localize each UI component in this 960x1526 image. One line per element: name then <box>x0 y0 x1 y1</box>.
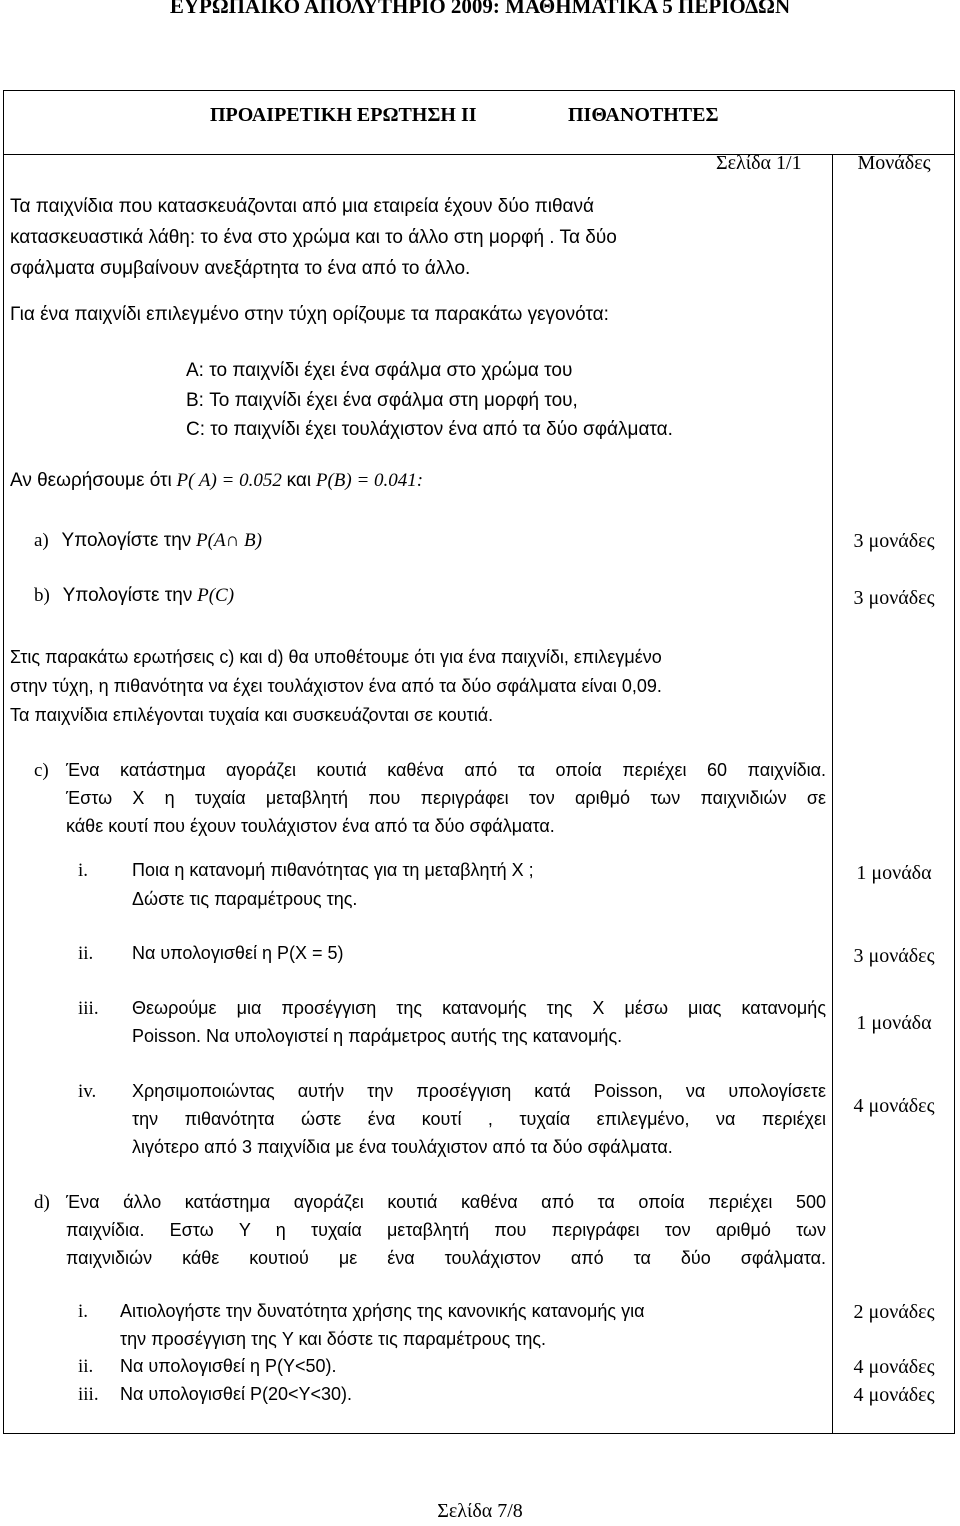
document-header: ΕΥΡΩΠΑΙΚΟ ΑΠΟΛΥΤΗΡΙΟ 2009: ΜΑΘΗΜΑΤΙΚΑ 5 ΠΕΡΙΟΔΩΝ <box>169 0 791 18</box>
assumption-line: Στις παρακάτω ερωτήσεις c) και d) θα υποθέτουμε ότι για ένα παιχνίδι, επιλεγμένο <box>10 647 662 667</box>
part-c-iv-line: Χρησιμοποιώντας αυτήν την προσέγγιση κατά Poisson, να υπολογίσετε <box>132 1081 826 1101</box>
part-d-line: παιχνιδιών κάθε κουτιού με ένα τουλάχιστον από τα δύο σφάλματα. <box>66 1248 826 1268</box>
part-d-ii-points: 4 μονάδες <box>853 1356 935 1378</box>
part-d-line: Ένα άλλο κατάστημα αγοράζει κουτιά καθένα από τα οποία περιέχει 500 <box>66 1192 826 1212</box>
given-prefix: Αν θεωρήσουμε ότι <box>10 470 172 491</box>
part-c-line: Έστω X η τυχαία μεταβλητή που περιγράφει τον αριθμό των παιχνιδιών σε <box>66 788 826 808</box>
event-c: C: το παιχνίδι έχει τουλάχιστον ένα από τα δύο σφάλματα. <box>186 419 673 440</box>
part-a <box>34 530 262 552</box>
part-c-iii-points: 1 μονάδα <box>856 1012 932 1034</box>
part-c-iii-label: iii. <box>78 998 99 1019</box>
part-d-i-line: την προσέγγιση της Y και δόστε τις παραμέτρους της. <box>120 1329 547 1349</box>
event-b: B: Το παιχνίδι έχει ένα σφάλμα στη μορφή του, <box>186 390 578 411</box>
part-c-line: Ένα κατάστημα αγοράζει κουτιά καθένα από τα οποία περιέχει 60 παιχνίδια. <box>66 760 826 780</box>
part-c-iv-line: λιγότερο από 3 παιχνίδια με ένα τουλάχιστον από τα δύο σφάλματα. <box>132 1137 673 1157</box>
intro-line: σφάλματα συμβαίνουν ανεξάρτητα το ένα από το άλλο. <box>10 258 471 279</box>
part-c-ii-label: ii. <box>78 943 94 964</box>
part-d-iii-points: 4 μονάδες <box>853 1384 935 1406</box>
given-and: και <box>286 470 312 491</box>
page-footer: Σελίδα 7/8 <box>437 1500 523 1522</box>
intro-line: Τα παιχνίδια που κατασκευάζονται από μια εταιρεία έχουν δύο πιθανά <box>10 196 594 217</box>
part-c-ii-points: 3 μονάδες <box>853 945 935 967</box>
part-d-i-points: 2 μονάδες <box>853 1301 935 1323</box>
part-a-label: a) <box>34 530 49 551</box>
events-intro: Για ένα παιχνίδι επιλεγμένο στην τύχη ορίζουμε τα παρακάτω γεγονότα: <box>10 304 609 325</box>
question-topic: ΠΙΘΑΝΟΤΗΤΕΣ <box>568 104 719 126</box>
event-a: A: το παιχνίδι έχει ένα σφάλμα στο χρώμα του <box>186 360 573 381</box>
part-d-label: d) <box>34 1192 50 1213</box>
part-b <box>34 585 234 607</box>
part-c-i-label: i. <box>78 860 89 881</box>
given-pb: P(B) = 0.041: <box>315 470 424 491</box>
title-divider <box>3 154 955 155</box>
part-c-iii-line: Poisson. Να υπολογιστεί η παράμετρος αυτής της κατανομής. <box>132 1026 623 1046</box>
part-b-points: 3 μονάδες <box>853 587 935 609</box>
given-line <box>10 470 423 492</box>
part-c-i-line: Ποια η κατανομή πιθανότητας για τη μεταβλητή X ; <box>132 860 534 880</box>
part-c-i-line: Δώστε τις παραμέτρους της. <box>132 889 358 909</box>
part-d-i-line: Αιτιολογήστε την δυνατότητα χρήσης της κανονικής κατανομής για <box>120 1301 645 1321</box>
part-c-iv-line: την πιθανότητα ώστε ένα κουτί , τυχαία επιλεγμένο, να περιέχει <box>132 1109 826 1129</box>
part-d-i-label: i. <box>78 1301 89 1322</box>
part-c-label: c) <box>34 760 49 781</box>
page-label: Σελίδα 1/1 <box>716 152 802 174</box>
part-c-iv-points: 4 μονάδες <box>853 1095 935 1117</box>
part-a-math: P(A∩ B) <box>196 530 262 551</box>
assumption-line: στην τύχη, η πιθανότητα να έχει τουλάχιστον ένα από τα δύο σφάλματα είναι 0,09. <box>10 676 662 696</box>
points-header: Μονάδες <box>857 152 931 174</box>
part-c-i-points: 1 μονάδα <box>856 862 932 884</box>
part-d-ii-line: Να υπολογισθεί η P(Y<50). <box>120 1356 337 1376</box>
points-column-divider <box>832 154 833 1434</box>
part-b-math: P(C) <box>197 585 235 606</box>
part-d-iii-label: iii. <box>78 1384 99 1405</box>
part-d-iii-line: Να υπολογισθεί P(20<Y<30). <box>120 1384 353 1404</box>
assumption-line: Τα παιχνίδια επιλέγονται τυχαία και συσκευάζονται σε κουτιά. <box>10 705 494 725</box>
given-pa: P( A) = 0.052 <box>176 470 282 491</box>
part-c-iii-line: Θεωρούμε μια προσέγγιση της κατανομής της X μέσω μιας κατανομής <box>132 998 826 1018</box>
part-d-ii-label: ii. <box>78 1356 94 1377</box>
part-b-label: b) <box>34 585 50 606</box>
part-a-text: Υπολογίστε την <box>61 530 192 551</box>
part-c-line: κάθε κουτί που έχουν τουλάχιστον ένα από τα δύο σφάλματα. <box>66 816 555 836</box>
question-title: ΠΡΟΑΙΡΕΤΙΚΗ ΕΡΩΤΗΣΗ ΙΙ <box>210 104 477 126</box>
part-a-points: 3 μονάδες <box>853 530 935 552</box>
part-b-text: Υπολογίστε την <box>62 585 193 606</box>
part-c-ii-line: Να υπολογισθεί η P(X = 5) <box>132 943 344 963</box>
part-c-iv-label: iv. <box>78 1081 97 1102</box>
intro-line: κατασκευαστικά λάθη: το ένα στο χρώμα και το άλλο στη μορφή . Τα δύο <box>10 227 617 248</box>
part-d-line: παιχνίδια. Εστω Y η τυχαία μεταβλητή που περιγράφει τον αριθμό των <box>66 1220 826 1240</box>
